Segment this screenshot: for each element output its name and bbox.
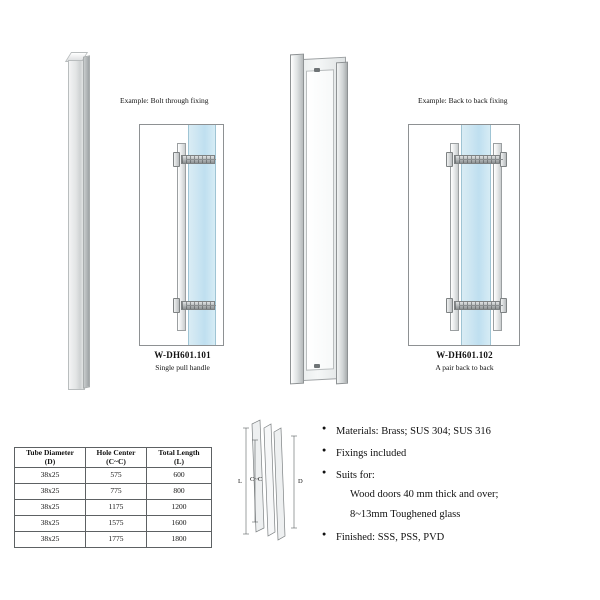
header-line-1: Tube Diameter	[26, 448, 74, 457]
header-line-1: Hole Center	[96, 448, 136, 457]
table-row	[15, 468, 212, 484]
cell-hole-center: 775	[86, 484, 147, 500]
top-bolt-head-left	[446, 152, 453, 167]
header-total-length	[147, 448, 212, 468]
header-tube-diameter	[15, 448, 86, 468]
top-screw-head	[173, 152, 180, 167]
dim-label-d: D	[298, 478, 303, 485]
cell-hole-center: 575	[86, 468, 147, 484]
table-row	[15, 516, 212, 532]
header-line-2: (D)	[44, 456, 56, 466]
bottom-bolt-head-left	[446, 298, 453, 313]
pair-handle-right-tube	[336, 62, 348, 385]
guide-line	[459, 159, 503, 160]
cell-hole-center: 1575	[86, 516, 147, 532]
guide-line	[186, 159, 216, 160]
suits-detail-glass: 8~13mm Toughened glass	[350, 509, 461, 521]
right-product-desc: A pair back to back	[435, 363, 494, 372]
cell-tube-diameter: 38x25	[15, 532, 86, 548]
spec-fixings: ● Fixings included	[322, 447, 592, 460]
left-product-desc: Single pull handle	[155, 363, 210, 372]
spec-materials: ● Materials: Brass; SUS 304; SUS 316	[322, 425, 592, 438]
spec-suits-label: Suits for:	[336, 470, 375, 482]
header-line-2: (C~C)	[106, 456, 126, 466]
header-line-1: Total Length	[158, 448, 200, 457]
cell-total-length: 1200	[147, 500, 212, 516]
pair-handle-illustration	[288, 52, 360, 392]
table-header-row	[15, 448, 212, 468]
cell-tube-diameter: 38x25	[15, 516, 86, 532]
single-handle-illustration	[62, 52, 92, 392]
cell-tube-diameter: 38x25	[15, 468, 86, 484]
cell-total-length: 800	[147, 484, 212, 500]
left-example-label: Example: Bolt through fixing	[120, 96, 209, 105]
guide-line	[459, 305, 503, 306]
dimension-sketch-svg	[238, 418, 308, 558]
bottom-screw-head	[173, 298, 180, 313]
header-line-2: (L)	[174, 456, 184, 466]
table-row	[15, 500, 212, 516]
cell-total-length: 1800	[147, 532, 212, 548]
cell-tube-diameter: 38x25	[15, 500, 86, 516]
cell-total-length: 1600	[147, 516, 212, 532]
spec-suits-for	[322, 469, 592, 521]
dim-label-l: L	[238, 478, 242, 485]
guide-line	[186, 305, 216, 306]
specs-list	[322, 425, 592, 553]
table-row	[15, 532, 212, 548]
bottom-bolt-mark	[314, 364, 320, 368]
spec-finished: ● Finished: SSS, PSS, PVD	[322, 531, 592, 544]
bolt-through-fixing-diagram	[139, 124, 224, 346]
top-bolt-mark	[314, 68, 320, 72]
cell-tube-diameter: 38x25	[15, 484, 86, 500]
back-to-back-fixing-diagram	[408, 124, 520, 346]
pair-handle-inner-gap	[306, 69, 334, 370]
dim-label-cc: C~C	[250, 476, 263, 483]
right-caption	[392, 350, 537, 372]
handle-side-face	[83, 55, 90, 388]
specification-table	[14, 447, 212, 548]
header-hole-center	[86, 448, 147, 468]
left-product-code: W-DH601.101	[154, 350, 211, 360]
right-product-code: W-DH601.102	[436, 350, 493, 360]
cell-hole-center: 1175	[86, 500, 147, 516]
suits-detail-wood: Wood doors 40 mm thick and over;	[350, 489, 499, 501]
pair-handle-left-tube	[290, 54, 304, 385]
cell-total-length: 600	[147, 468, 212, 484]
right-example-label: Example: Back to back fixing	[418, 96, 508, 105]
cell-hole-center: 1775	[86, 532, 147, 548]
dimension-sketch	[238, 418, 308, 558]
specs-items	[322, 425, 592, 544]
table-row	[15, 484, 212, 500]
left-caption	[110, 350, 255, 372]
